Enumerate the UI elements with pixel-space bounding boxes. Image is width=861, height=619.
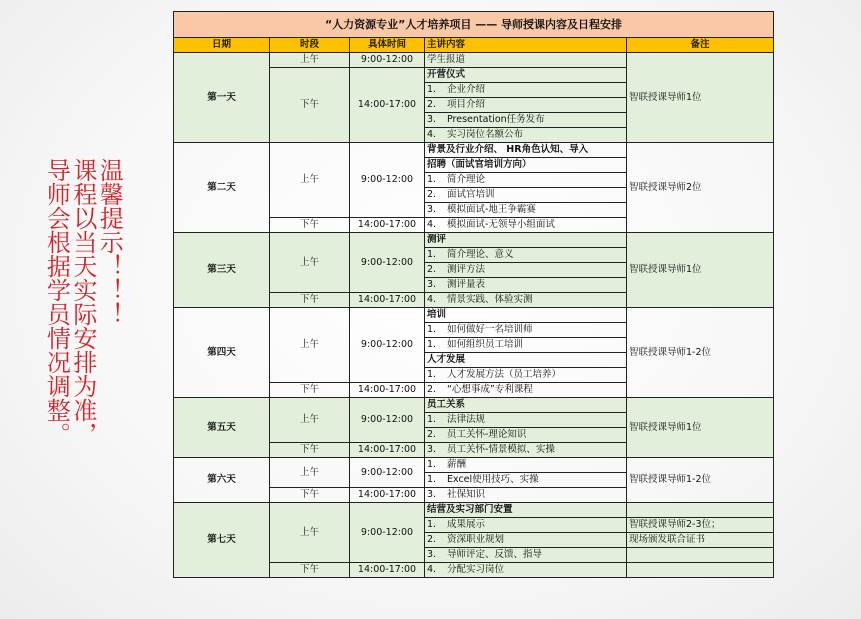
note-cell: 现场颁发联合证书 [627,533,774,548]
item-number: 2. [427,429,437,440]
content-item [425,563,627,578]
period-am: 上午 [270,143,350,218]
period-am: 上午 [270,233,350,293]
item-text: 成果展示 [447,519,486,530]
item-text: 面试官培训 [447,189,495,200]
item-text: Presentation任务发布 [447,114,545,125]
period-am: 上午 [270,53,350,68]
time-am: 9:00-12:00 [350,308,425,383]
header-date: 日期 [174,38,270,53]
item-text: 分配实习岗位 [447,564,505,575]
item-text: 如何做好一名培训师 [447,324,533,335]
note-cell: 智联授课导师2位 [627,143,774,233]
period-am: 上午 [270,503,350,563]
item-text: 模拟面试-地王争霸赛 [447,204,536,215]
item-number: 1. [427,339,437,350]
time-am: 9:00-12:00 [350,458,425,488]
content-heading: 背景及行业介绍、 HR角色认知、导入 [425,143,627,158]
item-text: 员工关怀-情景模拟、实操 [447,444,555,455]
item-text: 测评方法 [447,264,486,275]
period-am: 上午 [270,398,350,443]
content-item [425,548,627,563]
period-am: 上午 [270,458,350,488]
content-item [425,293,627,308]
time-pm: 14:00-17:00 [350,383,425,398]
reminder-line-2: 课程以当天实际安排为准， [68,158,97,446]
time-pm: 14:00-17:00 [350,443,425,458]
content-item [425,248,627,263]
period-pm: 下午 [270,383,350,398]
period-pm: 下午 [270,218,350,233]
item-number: 3. [427,204,437,215]
content-item [425,188,627,203]
item-number: 4. [427,294,437,305]
content-item [425,173,627,188]
note-cell: 智联授课导师1位 [627,53,774,143]
item-number: 1. [427,324,437,335]
content-heading: 人才发展 [425,353,627,368]
time-am: 9:00-12:00 [350,233,425,293]
content-item [425,218,627,233]
day-label: 第二天 [174,143,270,233]
period-pm: 下午 [270,68,350,143]
period-pm: 下午 [270,293,350,308]
item-text: 人才发展方法（员工培养） [447,369,562,380]
note-cell [627,503,774,518]
day-label: 第四天 [174,308,270,398]
item-number: 1. [427,369,437,380]
item-number: 1. [427,249,437,260]
reminder-notice [42,158,124,446]
content-item [425,338,627,353]
content-item [425,473,627,488]
item-number: 1. [427,474,437,485]
content-item [425,98,627,113]
content-heading: 测评 [425,233,627,248]
item-number: 4. [427,129,437,140]
reminder-line-1: 温馨提示！！！ [95,158,124,326]
item-text: 导师评定、反馈、指导 [447,549,543,560]
item-number: 3. [427,549,437,560]
item-text: 实习岗位名额公布 [447,129,524,140]
time-pm: 14:00-17:00 [350,218,425,233]
content-item [425,263,627,278]
header-period: 时段 [270,38,350,53]
time-am: 9:00-12:00 [350,143,425,218]
time-am: 9:00-12:00 [350,398,425,443]
item-number: 3. [427,444,437,455]
item-text: 员工关怀-理论知识 [447,429,527,440]
day-label: 第三天 [174,233,270,308]
content-item [425,458,627,473]
content-item [425,368,627,383]
content-item [425,533,627,548]
day-label: 第五天 [174,398,270,458]
header-time: 具体时间 [350,38,425,53]
item-text: 情景实践、体验实测 [447,294,533,305]
content-heading: 培训 [425,308,627,323]
content-item [425,443,627,458]
item-text: 薪酬 [447,459,467,470]
content-item: 学生报道 [425,53,627,68]
content-item [425,383,627,398]
content-item [425,428,627,443]
note-cell: 智联授课导师1位 [627,233,774,308]
item-text: Excel使用技巧、实操 [447,474,539,485]
header-content: 主讲内容 [425,38,627,53]
item-text: 测评量表 [447,279,486,290]
item-text: 企业介绍 [447,84,486,95]
note-cell: 智联授课导师2-3位； [627,518,774,533]
item-text: 简介理论 [447,174,486,185]
content-item [425,113,627,128]
item-text: 法律法规 [447,414,486,425]
content-item [425,203,627,218]
item-number: 4. [427,219,437,230]
day-label: 第六天 [174,458,270,503]
item-text: 社保知识 [447,489,486,500]
item-text: 模拟面试-无领导小组面试 [447,219,555,230]
item-text: 项目介绍 [447,99,486,110]
item-number: 2. [427,534,437,545]
item-text: 简介理论、意义 [447,249,514,260]
content-item [425,413,627,428]
item-text: 如何组织员工培训 [447,339,524,350]
item-number: 1. [427,519,437,530]
note-cell [627,563,774,578]
content-item [425,323,627,338]
time-am: 9:00-12:00 [350,53,425,68]
schedule-table [173,11,774,578]
item-text: 资深职业规划 [447,534,505,545]
day-label: 第七天 [174,503,270,578]
item-number: 2. [427,189,437,200]
content-item [425,518,627,533]
time-am: 9:00-12:00 [350,503,425,563]
time-pm: 14:00-17:00 [350,563,425,578]
item-number: 1. [427,414,437,425]
time-pm: 14:00-17:00 [350,488,425,503]
reminder-line-3: 导师会根据学员情况调整。 [42,158,71,446]
content-heading: 开营仪式 [425,68,627,83]
note-cell [627,548,774,563]
item-number: 3. [427,489,437,500]
content-heading: 员工关系 [425,398,627,413]
table-title: “人力资源专业”人才培养项目 —— 导师授课内容及日程安排 [174,12,774,38]
item-number: 1. [427,84,437,95]
period-pm: 下午 [270,563,350,578]
period-pm: 下午 [270,443,350,458]
item-number: 2. [427,264,437,275]
item-number: 3. [427,114,437,125]
day-label: 第一天 [174,53,270,143]
item-number: 1. [427,174,437,185]
item-number: 1. [427,459,437,470]
period-pm: 下午 [270,488,350,503]
header-note: 备注 [627,38,774,53]
item-text: “心想事成”专利课程 [447,384,533,395]
content-item [425,83,627,98]
item-number: 3. [427,279,437,290]
content-heading: 招聘（面试官培训方向） [425,158,627,173]
item-number: 2. [427,384,437,395]
note-cell: 智联授课导师1-2位 [627,458,774,503]
content-item [425,278,627,293]
period-am: 上午 [270,308,350,383]
item-number: 4. [427,564,437,575]
item-number: 2. [427,99,437,110]
content-heading: 结营及实习部门安置 [425,503,627,518]
content-item [425,488,627,503]
note-cell: 智联授课导师1位 [627,398,774,458]
time-pm: 14:00-17:00 [350,68,425,143]
note-cell: 智联授课导师1-2位 [627,308,774,398]
time-pm: 14:00-17:00 [350,293,425,308]
content-item [425,128,627,143]
